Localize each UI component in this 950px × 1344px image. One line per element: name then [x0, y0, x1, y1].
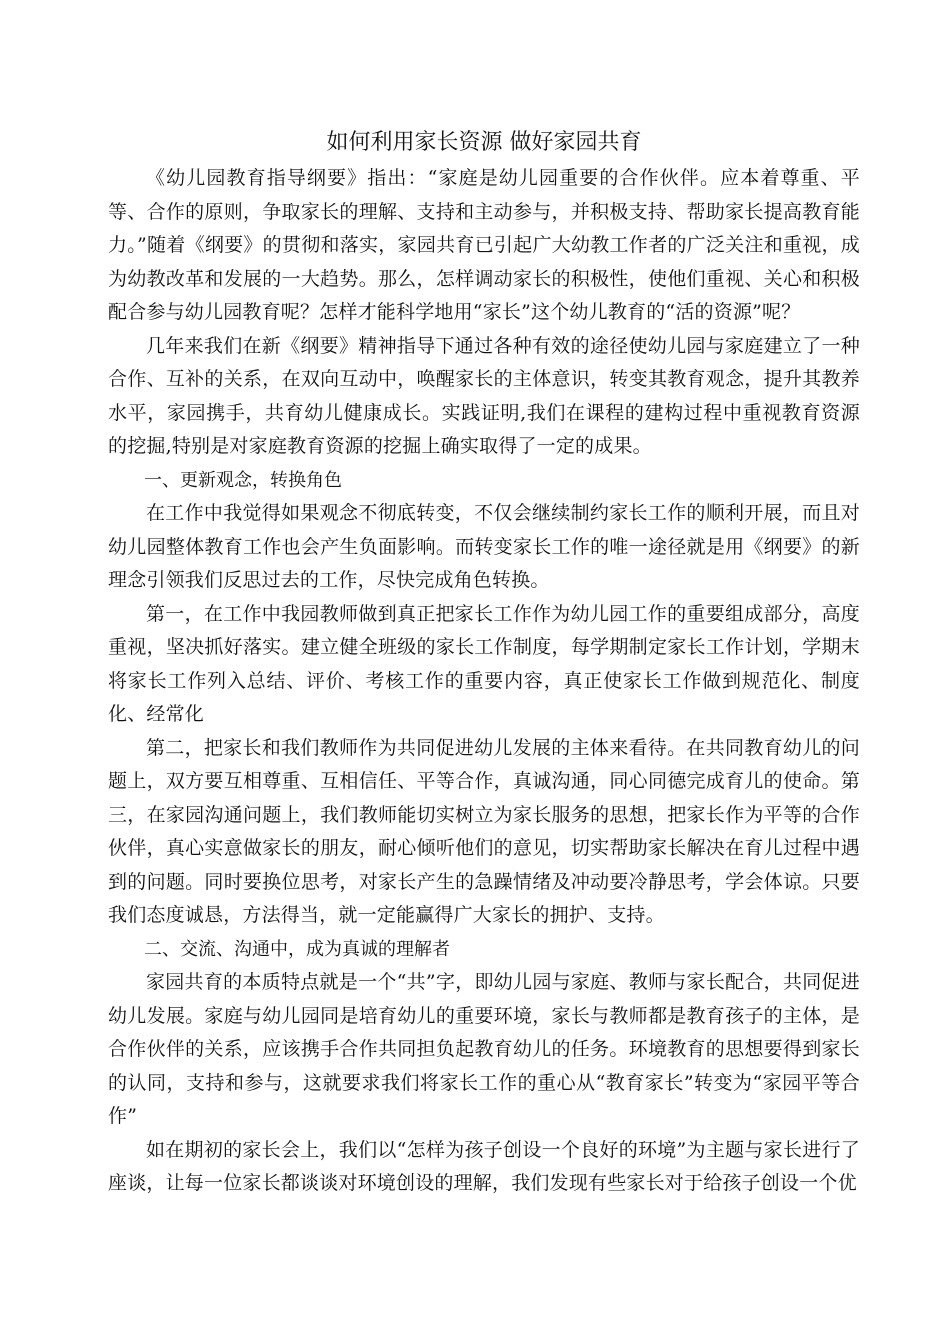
paragraph-practice: 几年来我们在新《纲要》精神指导下通过各种有效的途径使幼儿园与家庭建立了一种合作、互补的关系，在双向互动中，唤醒家长的主体意识，转变其教育观念，提升其教养水平，家园携手，共育幼儿健康成长。实践证明,我们在课程的建构过程中重视教育资源的挖掘,特别是对家庭教育资源的挖掘上确实取得了一定的成果。 — [108, 334, 860, 457]
section-heading-1: 一、更新观念，转换角色 — [144, 469, 342, 491]
paragraph-intro: 《幼儿园教育指导纲要》指出：“家庭是幼儿园重要的合作伙伴。应本着尊重、平等、合作的原则，争取家长的理解、支持和主动参与，并积极支持、帮助家长提高教育能力。”随着《纲要》的贯彻和落实，家园共育已引起广大幼教工作者的广泛关注和重视，成为幼教改革和发展的一大趋势。那么，怎样调动家长的积极性，使他们重视、关心和积极配合参与幼儿园教育呢？怎样才能科学地用“家长”这个幼儿教育的“活的资源”呢？ — [108, 167, 860, 323]
document-title: 如何利用家长资源 做好家园共育 — [326, 130, 642, 155]
section-heading-2: 二、交流、沟通中，成为真诚的理解者 — [144, 938, 450, 960]
document-page — [108, 124, 860, 1201]
paragraph-example: 如在期初的家长会上，我们以“怎样为孩子创设一个良好的环境”为主题与家长进行了座谈，让每一位家长都谈谈对环境创设的理解，我们发现有些家长对于给孩子创设一个优 — [108, 1138, 860, 1194]
paragraph-section1-intro: 在工作中我觉得如果观念不彻底转变，不仅会继续制约家长工作的顺利开展，而且对幼儿园整体教育工作也会产生负面影响。而转变家长工作的唯一途径就是用《纲要》的新理念引领我们反思过去的工作，尽快完成角色转换。 — [108, 502, 860, 591]
paragraph-first-point: 第一，在工作中我园教师做到真正把家长工作作为幼儿园工作的重要组成部分，高度重视，坚决抓好落实。建立健全班级的家长工作制度，每学期制定家长工作计划，学期末将家长工作列入总结、评价、考核工作的重要内容，真正使家长工作做到规范化、制度化、经常化 — [108, 602, 860, 725]
paragraph-second-point: 第二，把家长和我们教师作为共同促进幼儿发展的主体来看待。在共同教育幼儿的问题上，双方要互相尊重、互相信任、平等合作，真诚沟通，同心同德完成育儿的使命。第三，在家园沟通问题上，我们教师能切实树立为家长服务的思想，把家长作为平等的合作伙伴，真心实意做家长的朋友，耐心倾听他们的意见，切实帮助家长解决在育儿过程中遇到的问题。同时要换位思考，对家长产生的急躁情绪及冲动要冷静思考，学会体谅。只要我们态度诚恳，方法得当，就一定能赢得广大家长的拥护、支持。 — [108, 736, 860, 926]
paragraph-section2-intro: 家园共育的本质特点就是一个“共”字，即幼儿园与家庭、教师与家长配合，共同促进幼儿发展。家庭与幼儿园同是培育幼儿的重要环境，家长与教师都是教育孩子的主体，是合作伙伴的关系，应该携手合作共同担负起教育幼儿的任务。环境教育的思想要得到家长的认同，支持和参与，这就要求我们将家长工作的重心从“教育家长”转变为“家园平等合作” — [108, 971, 860, 1127]
